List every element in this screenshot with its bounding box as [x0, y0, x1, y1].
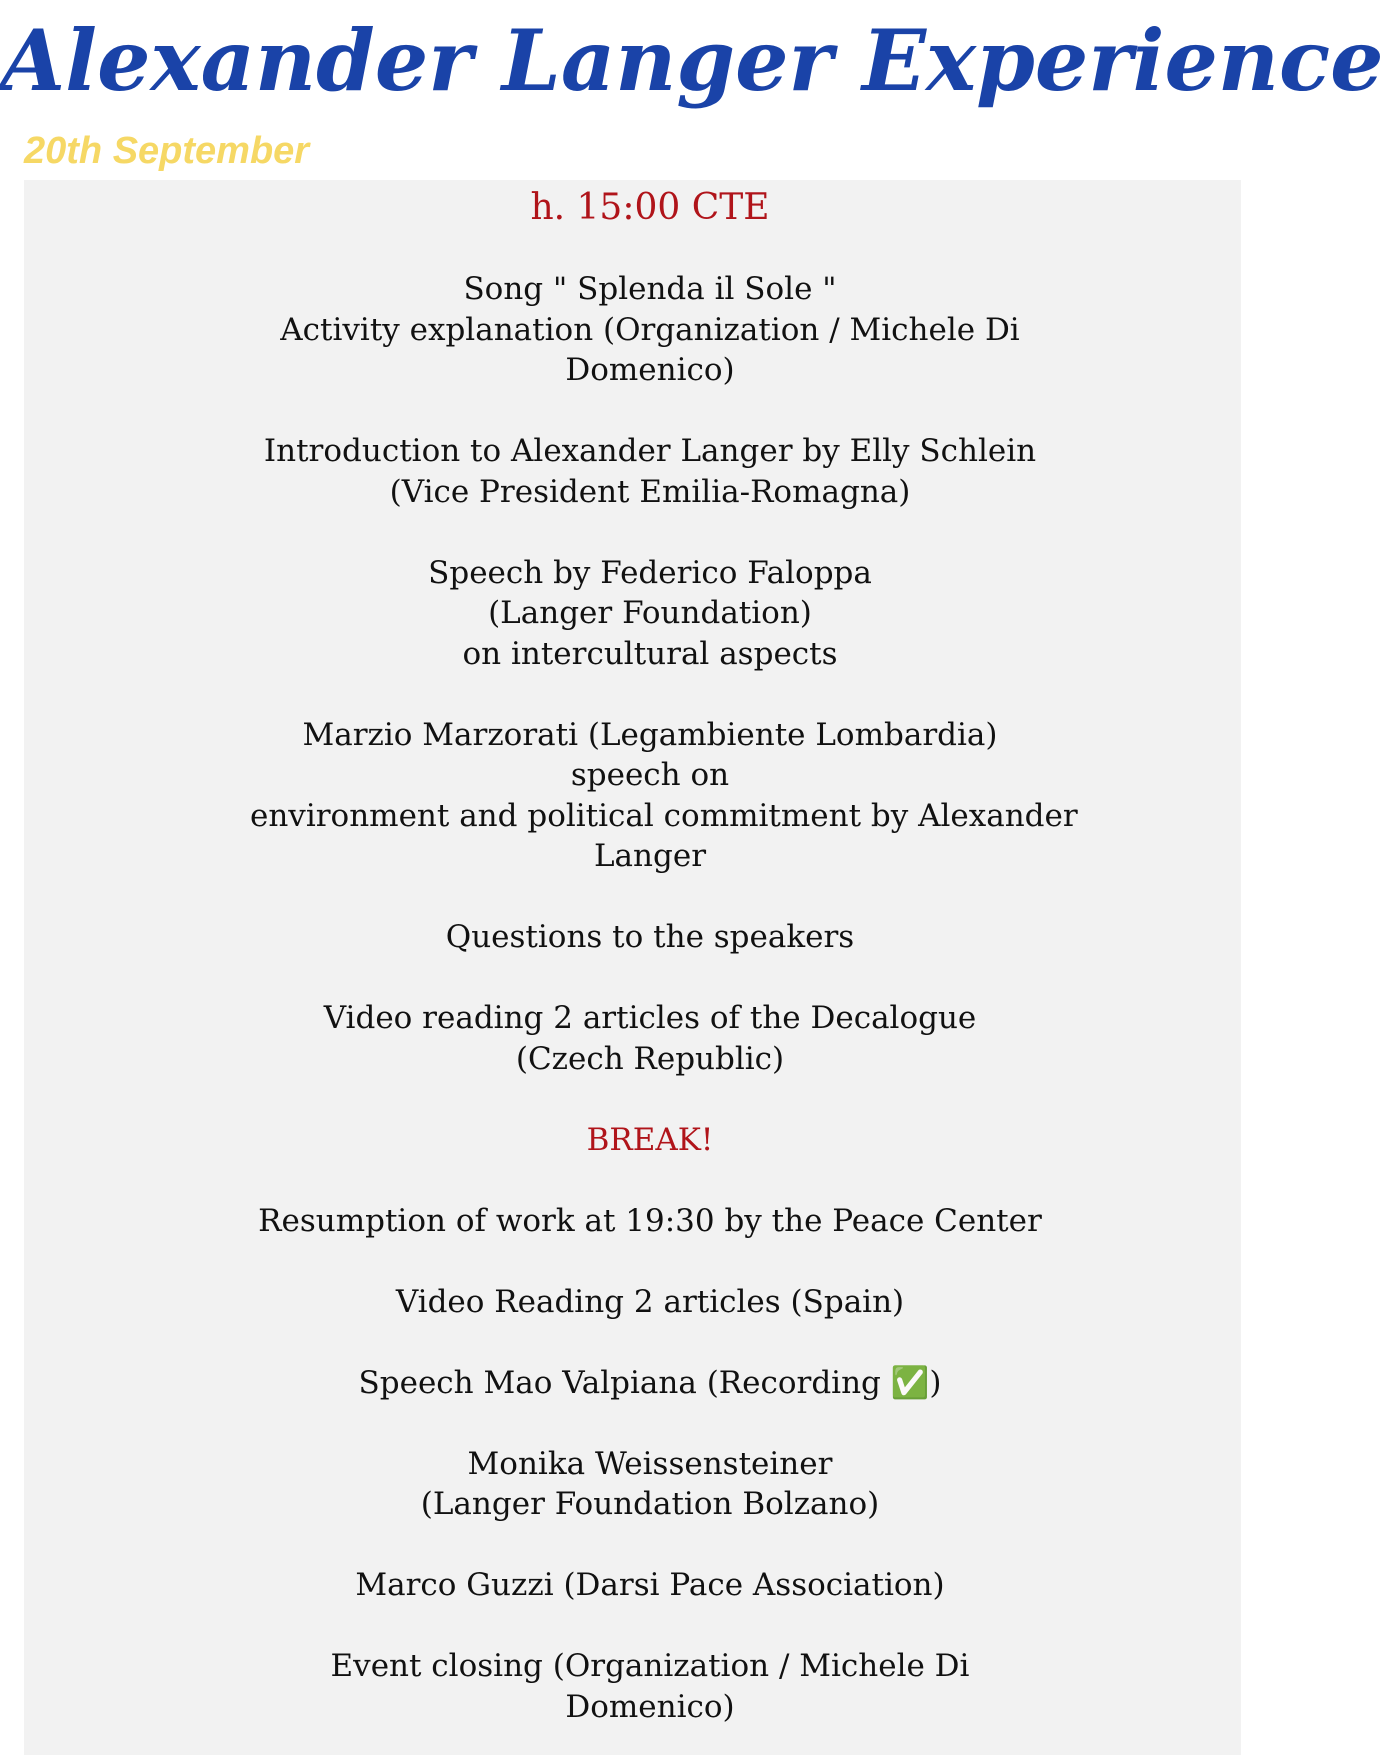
program-item-valpiana: Speech Mao Valpiana (Recording ✅) [358, 1364, 942, 1401]
program-item-weissensteiner-affiliation: (Langer Foundation Bolzano) [420, 1486, 880, 1522]
spacer [250, 674, 1050, 715]
program-item-song: Song " Splenda il Sole " [463, 271, 837, 307]
spacer [250, 391, 1050, 432]
program-item-video-czech-country: (Czech Republic) [515, 1040, 785, 1077]
spacer [250, 1160, 1050, 1201]
program-item-activity: Activity explanation (Organization / Michele Di [280, 311, 1020, 348]
spacer [250, 1241, 1050, 1282]
program-list [250, 187, 1078, 1727]
spacer [250, 229, 1050, 270]
program-item-questions: Questions to the speakers [445, 919, 855, 955]
program-item-marzorati-topic-cont: Langer [593, 838, 707, 874]
event-date: 20th September [24, 130, 310, 172]
program-item-introduction-cont: (Vice President Emilia-Romagna) [389, 473, 911, 510]
program-item-introduction: Introduction to Alexander Langer by Elly Schlein [263, 433, 1037, 469]
program-item-weissensteiner: Monika Weissensteiner [467, 1445, 833, 1482]
program-item-closing-cont: Domenico) [565, 1688, 735, 1725]
spacer [250, 1322, 1050, 1363]
program-item-faloppa-topic: on intercultural aspects [462, 635, 838, 672]
spacer [250, 1079, 1050, 1120]
program-item-marzorati-cont: speech on [570, 757, 730, 793]
spacer [250, 1403, 1050, 1444]
program-item-activity-cont: Domenico) [565, 352, 735, 388]
header [0, 0, 1384, 180]
program-item-video-spain: Video Reading 2 articles (Spain) [395, 1283, 905, 1320]
spacer [250, 877, 1050, 918]
program-item-closing: Event closing (Organization / Michele Di [330, 1648, 970, 1684]
program-item-marzorati: Marzio Marzorati (Legambiente Lombardia) [302, 716, 998, 753]
start-time: h. 15:00 CTE [530, 187, 770, 228]
program-item-guzzi: Marco Guzzi (Darsi Pace Association) [355, 1567, 945, 1603]
program-item-faloppa: Speech by Federico Faloppa [428, 554, 872, 591]
program-item-marzorati-topic: environment and political commitment by Alexander [250, 797, 1078, 834]
spacer [250, 1525, 1050, 1566]
break-label: BREAK! [586, 1121, 714, 1158]
spacer [250, 512, 1050, 553]
spacer [250, 958, 1050, 999]
spacer [250, 1606, 1050, 1647]
page-title: Alexander Langer Experience [0, 11, 1384, 110]
program-item-resumption: Resumption of work at 19:30 by the Peace Center [258, 1202, 1042, 1239]
program-item-faloppa-affiliation: (Langer Foundation) [488, 595, 812, 631]
program-item-video-czech: Video reading 2 articles of the Decalogue [323, 1000, 977, 1036]
